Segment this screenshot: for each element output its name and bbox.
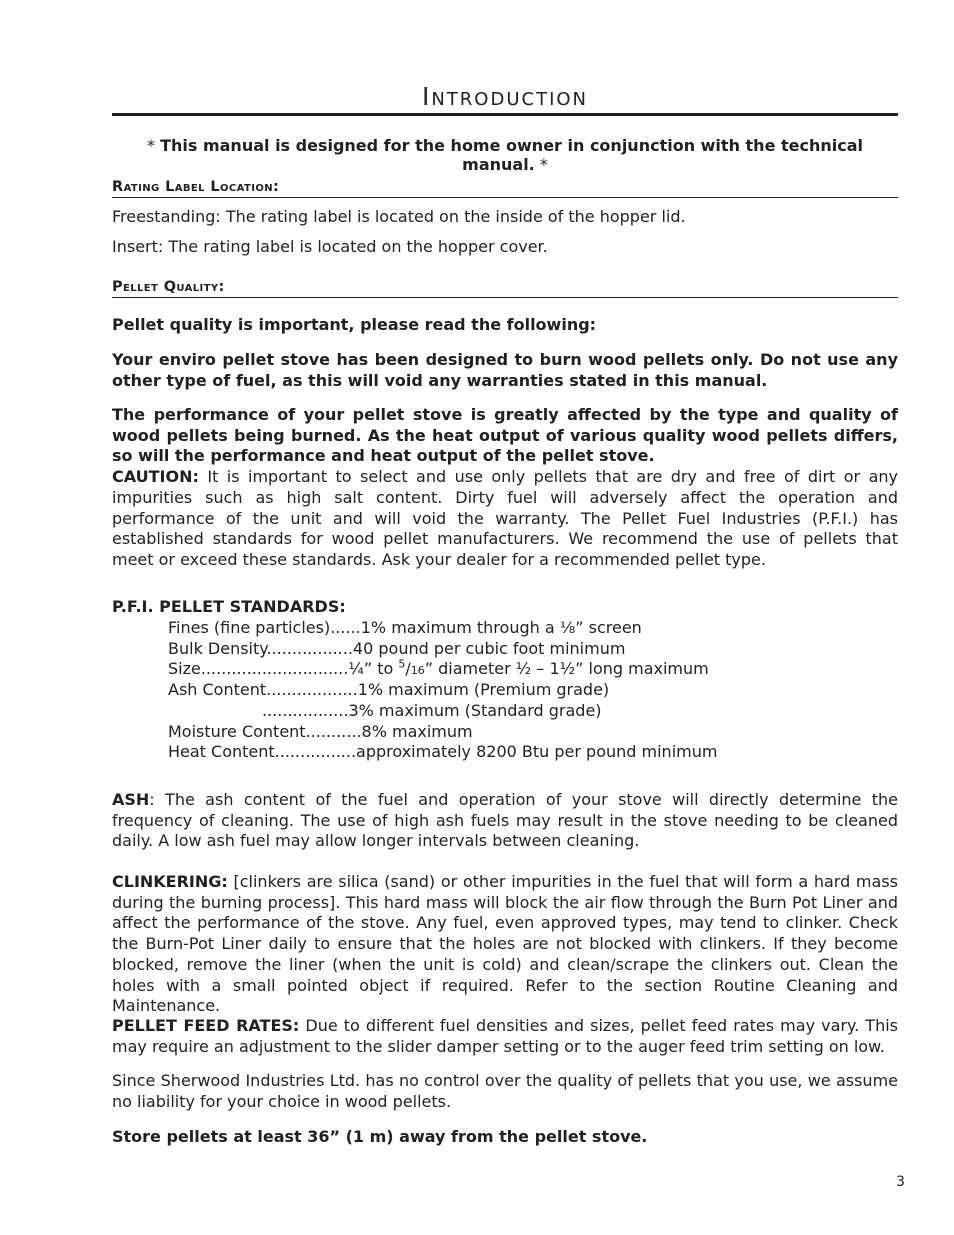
pfi-heading: P.F.I. PELLET STANDARDS:	[112, 597, 346, 616]
feed-rates-paragraph	[112, 1016, 898, 1057]
caution-text: It is important to select and use only pellets that are dry and free of dirt or any impurities such as high salt content. Dirty fuel will adversely affect the operation and performance of the unit and will void the warranty. The Pellet Fuel Industries (P.F.I.) has established standards for wood pellet manufacturers. We recommend the use of pellets that meet or exceed these standards. Ask your dealer for a recommended pellet type.	[112, 467, 898, 569]
pfi-size-sub: 16	[410, 664, 425, 678]
liability-paragraph: Since Sherwood Industries Ltd. has no control over the quality of pellets that you use, we assume no liability for your choice in wood pellets.	[112, 1071, 898, 1111]
intro-note-suffix: *	[534, 155, 548, 174]
pfi-fines: Fines (fine particles)......1% maximum through a ⅛” screen	[168, 618, 642, 637]
pellet-quality-performance: The performance of your pellet stove is greatly affected by the type and quality of wood pellets being burned. As the heat output of various quality wood pellets differs, so will the performance and heat output of the pellet stove.	[112, 405, 898, 466]
pfi-ash-standard: .................3% maximum (Standard grade)	[262, 700, 602, 720]
clinkering-text: [clinkers are silica (sand) or other impurities in the fuel that will form a hard mass during the burning process]. This hard mass will block the air flow through the Burn Pot Liner and affect the performance of the stove. Any fuel, even approved types, may tend to clinker. Check the Burn-Pot Liner daily to ensure that the holes are not blocked with clinkers. If they become blocked, remove the liner (when the unit is cold) and clean/scrape the clinkers out. Clean the holes with a small pointed object if required. Refer to the section Routine Cleaning and Maintenance.	[112, 872, 898, 1016]
pellet-quality-performance-block	[112, 405, 898, 571]
pfi-moisture: Moisture Content...........8% maximum	[168, 721, 473, 741]
pfi-size	[168, 659, 717, 680]
pfi-standards-list	[168, 618, 717, 763]
title-rule	[112, 113, 898, 116]
clinkering-paragraph	[112, 872, 898, 1017]
rating-freestanding: Freestanding: The rating label is located on the inside of the hopper lid.	[112, 207, 686, 226]
page-title: Introduction	[421, 82, 589, 111]
ash-text: : The ash content of the fuel and operation of your stove will directly determine the frequency of cleaning. The use of high ash fuels may result in the stove needing to be cleaned daily. A low ash fuel may allow longer intervals between cleaning.	[112, 790, 898, 851]
intro-note-text: This manual is designed for the home owner in conjunction with the technical manual.	[160, 136, 863, 174]
feed-rates-text: Due to different fuel densities and sizes, pellet feed rates may vary. This may require an adjustment to the slider damper setting or to the auger feed trim setting on low.	[112, 1016, 899, 1056]
pfi-size-a: Size.............................¼” to	[168, 659, 399, 679]
page-number: 3	[896, 1174, 905, 1190]
pfi-size-slash: /	[405, 659, 411, 679]
pellet-quality-designed: Your enviro pellet stove has been designed to burn wood pellets only. Do not use any other type of fuel, as this will void any warranties stated in this manual.	[112, 350, 898, 390]
pfi-ash-premium: Ash Content..................1% maximum (Premium grade)	[168, 680, 610, 700]
pfi-bulk-density: Bulk Density.................40 pound per cubic foot minimum	[168, 638, 626, 658]
pfi-heat: Heat Content................approximately 8200 Btu per pound minimum	[168, 742, 718, 762]
rating-label-heading: Rating Label Location:	[112, 178, 898, 198]
ash-label: ASH	[112, 790, 150, 809]
pfi-size-sup: 5	[398, 658, 406, 672]
pellet-quality-important: Pellet quality is important, please read the following:	[112, 315, 597, 334]
clinkering-label: CLINKERING:	[112, 872, 228, 891]
feed-rates-label: PELLET FEED RATES:	[112, 1016, 300, 1035]
pfi-size-b: ” diameter ½ – 1½” long maximum	[424, 659, 709, 679]
caution-label: CAUTION:	[112, 467, 199, 487]
pellet-quality-heading: Pellet Quality:	[112, 278, 898, 298]
rating-insert: Insert: The rating label is located on the hopper cover.	[112, 237, 548, 256]
intro-note	[112, 136, 898, 174]
intro-note-prefix: *	[146, 136, 161, 155]
store-distance-paragraph: Store pellets at least 36” (1 m) away from the pellet stove.	[112, 1127, 648, 1146]
ash-paragraph	[112, 790, 898, 852]
